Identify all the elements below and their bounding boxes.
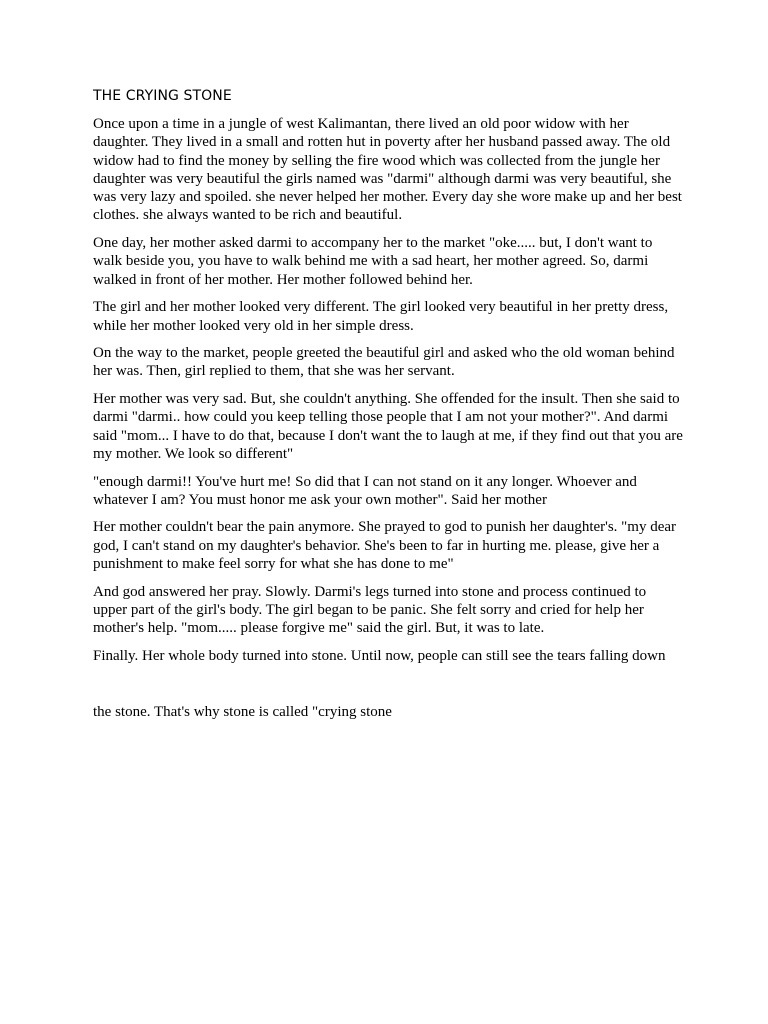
paragraph-prayer: Her mother couldn't bear the pain anymore. She prayed to god to punish her daughter's. "my dear god, I can't stand on my daughter's behavior. She's been to far in hurting me. please, give her a punishment to make feel sorry for what she has done to me": [93, 519, 677, 573]
document-page: [93, 86, 683, 731]
paragraph-appearance: The girl and her mother looked very different. The girl looked very beautiful in her pretty dress, while her mother looked very old in her simple dress.: [93, 299, 669, 334]
paragraph-enough: "enough darmi!! You've hurt me! So did that I can not stand on it any longer. Whoever and whatever I am? You must honor me ask your own mother". Said her mother: [93, 473, 637, 508]
document-title: THE CRYING STONE: [93, 88, 232, 104]
paragraph-servant: On the way to the market, people greeted the beautiful girl and asked who the old woman behind her was. Then, girl replied to them, that she was her servant.: [93, 345, 675, 380]
paragraph-ending: the stone. That's why stone is called "crying stone: [93, 704, 392, 721]
paragraph-punishment: And god answered her pray. Slowly. Darmi's legs turned into stone and process continued to upper part of the girl's body. The girl began to be panic. She felt sorry and cried for help her mother's help. "mom..... please forgive me" said the girl. But, it was to late.: [93, 583, 647, 637]
paragraph-mother-sad: Her mother was very sad. But, she couldn't anything. She offended for the insult. Then she said to darmi "darmi.. how could you keep telling those people that I am not your mother?". And darmi said "mom... I have to do that, because I don't want the to laugh at me, if they find out that you are my mother. We look so different": [93, 391, 683, 462]
paragraph-finally: Finally. Her whole body turned into stone. Until now, people can still see the tears falling down: [93, 647, 666, 664]
paragraph-market-request: One day, her mother asked darmi to accompany her to the market "oke..... but, I don't want to walk beside you, you have to walk behind me with a sad heart, her mother agreed. So, darmi walked in front of her mother. Her mother followed behind her.: [93, 235, 653, 288]
paragraph-intro: Once upon a time in a jungle of west Kalimantan, there lived an old poor widow with her daughter. They lived in a small and rotten hut in poverty after her husband passed away. The old widow had to find the money by selling the fire wood which was collected from the jungle her daughter was very beautiful the girls named was "darmi" although darmi was very beautiful, she was very lazy and spoiled. she never helped her mother. Every day she wore make up and her best clothes. she always wanted to be rich and beautiful.: [93, 116, 682, 224]
